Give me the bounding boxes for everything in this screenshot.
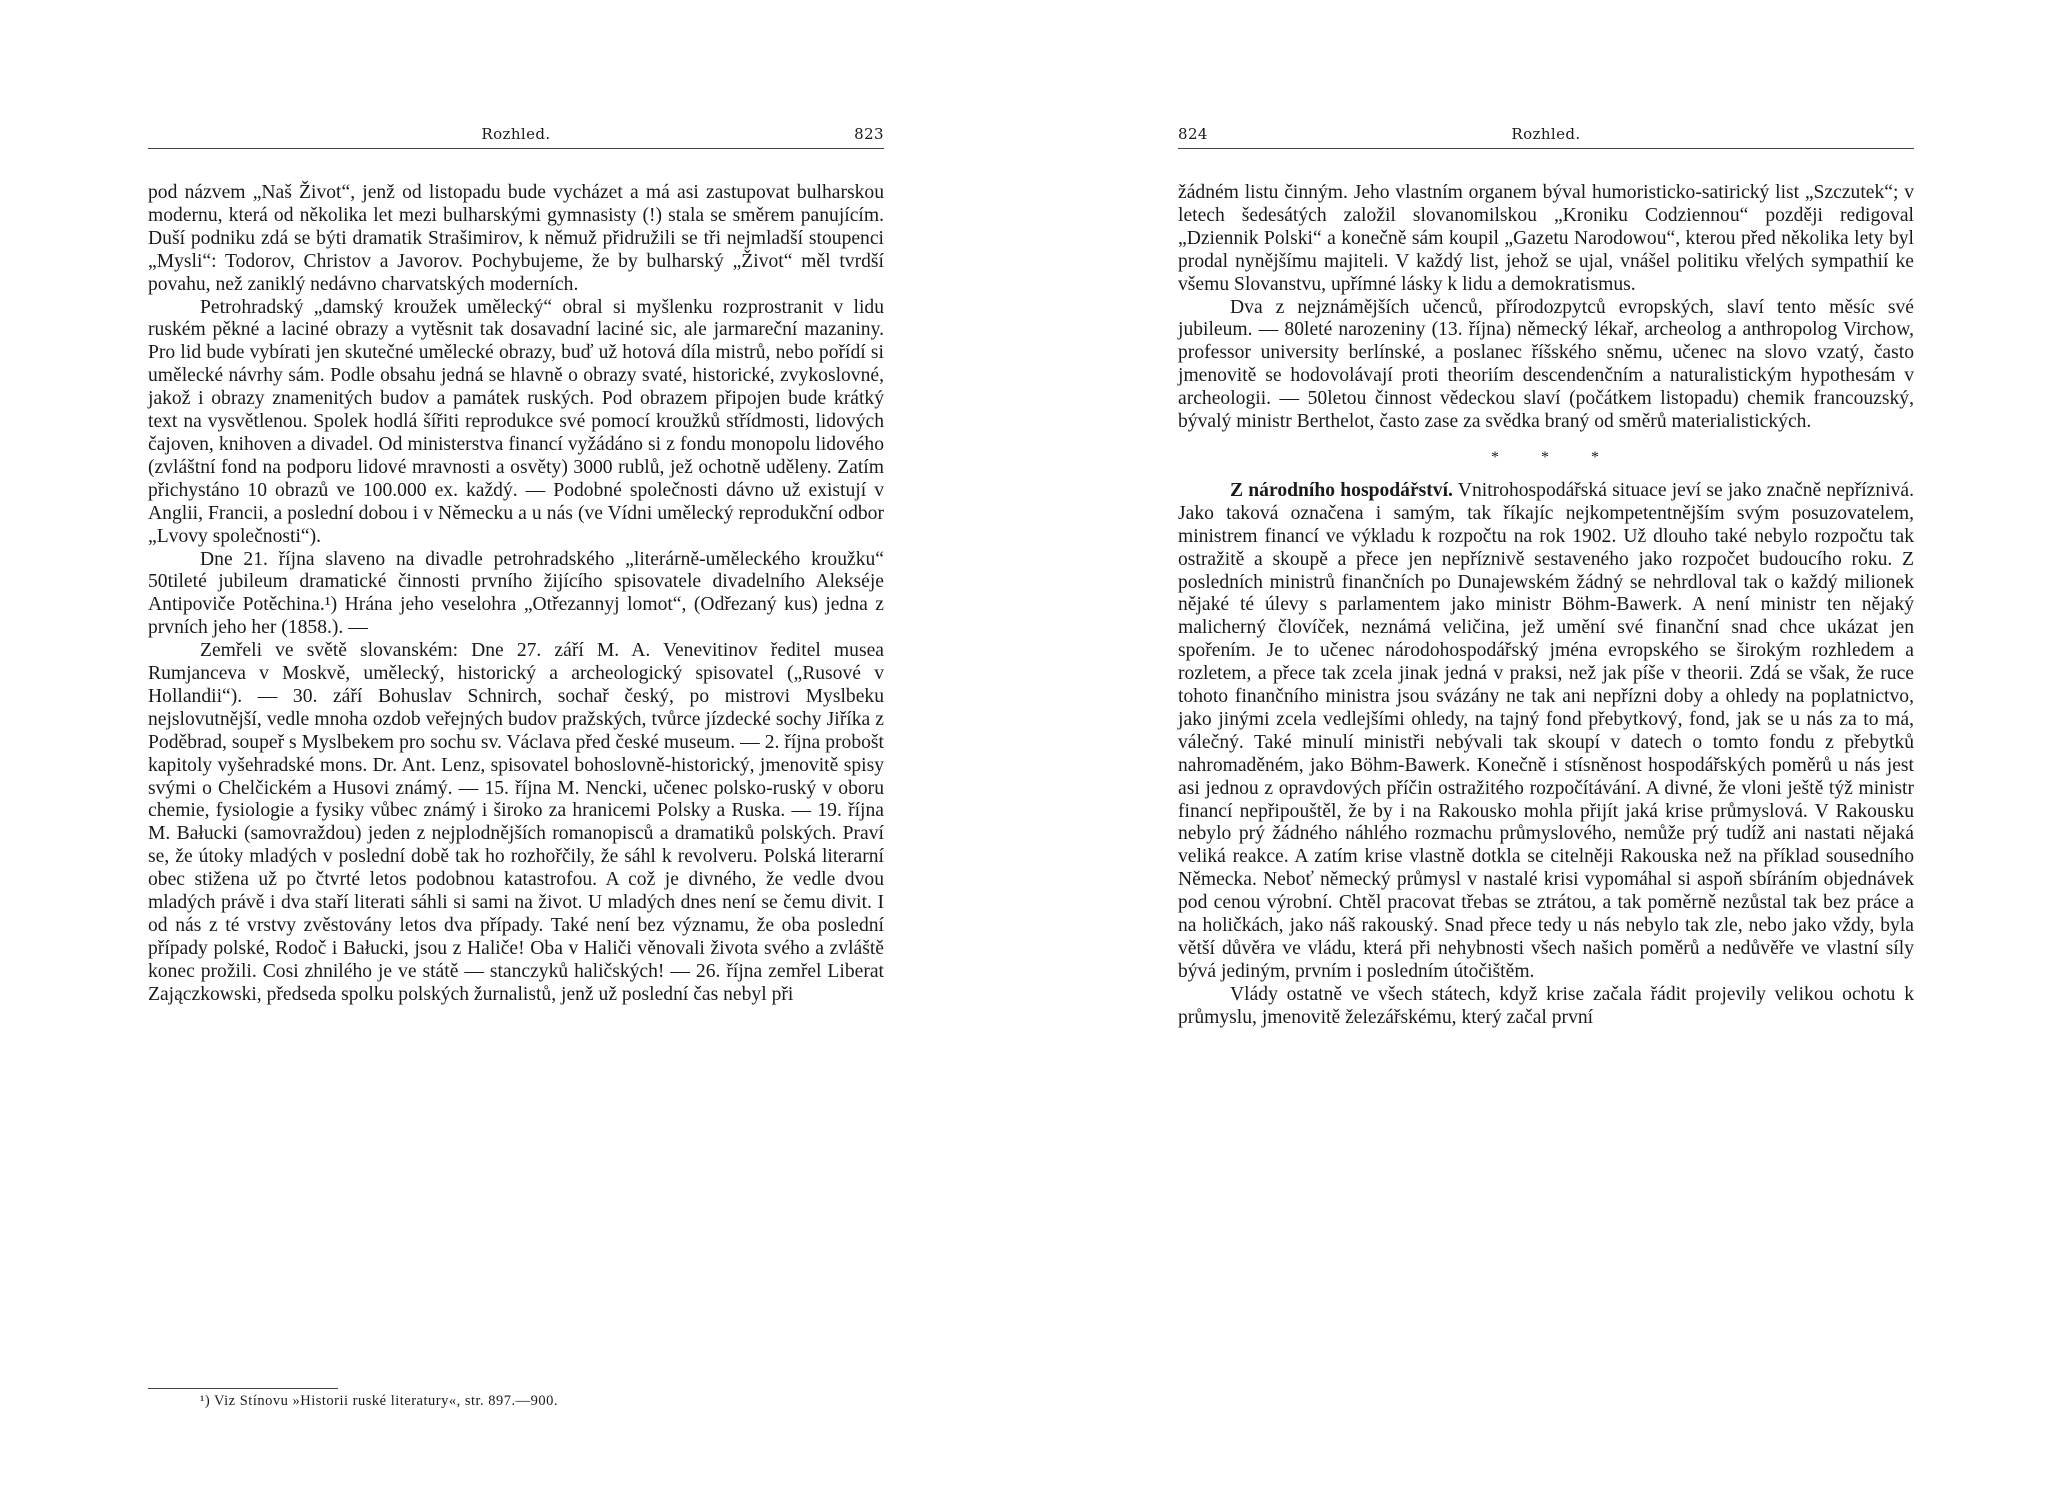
section-heading: Z národního hospodářství. xyxy=(1230,479,1453,501)
running-title: Rozhled. xyxy=(1511,125,1581,143)
left-page xyxy=(148,0,884,1500)
right-page-body xyxy=(1178,182,1914,1030)
running-title: Rozhled. xyxy=(481,125,551,143)
page-number: 823 xyxy=(854,125,884,143)
paragraph-text: Vnitrohospodářská situace jeví se jako značně nepříznivá. Jako taková označena i samým, tak říkajíc nejkompetentnějším svým posuzovatelem, ministrem financí ve výkladu k rozpočtu na rok 1902. Už dlouho také nebylo rozpočtu tak ostražitě a skoupě a přece jen nepříznivě sestaveného jako rozpočet budoucího roku. Z posledních ministrů finančních po Dunajewském žádný se nehrdloval tak o každý milionek nějaké té úlevy s parlamentem jako ministr Böhm-Bawerk. A není ministr ten nějaký malicherný človíček, neznámá veličina, jež umění své finanční snad chce ukázat jen spořením. Je to učenec národohospodářský jména evropského se širokým rozhledem a rozletem, a přece tak zcela jinak jedná v praksi, než jak píše v theorii. Zdá se však, že ruce tohoto finančního ministra jsou svázány ne tak ani nepřízni doby a ohledy na poplatnictvo, jako jinými zcela vedlejšími ohledy, na tajný fond přebytkový, fond, jak se u nás za to má, válečný. Také minulí ministři nebývali tak skoupí v datech o tomto fondu z přebytků nahromaděném, jako Böhm-Bawerk. Konečně i stísněnost hospodářských poměrů u nás jest asi jednou z opravdových příčin ostražitého rozpočítávání. A divné, že vloni ještě týž ministr financí nepřipouštěl, že by i na Rakousko mohla přijít jaká krise průmyslová. V Rakousku nebylo prý žádného náhlého rozmachu průmyslového, nemůže prý tudíž ani nastati nějaká veliká reakce. A zatím krise vlastně dotkla se citelněji Rakouska než na příklad sousedního Německa. Neboť německý průmysl v nastalé krisi vypomáhal si aspoň sbíráním objednávek pod cenou výrobní. Chtěl pracovat třebas se ztrátou, a tak poměrně nezůstal tak bez práce a na holičkách, jako náš rakouský. Snad přece tedy u nás nebylo tak zle, nebo jako vždy, byla větší důvěra ve vládu, která při nehybnosti všech našich poměrů a nedůvěře ve vlastní síly bývá jediným, prvním i posledním útočištěm. xyxy=(1178,479,1914,982)
header-rule xyxy=(148,148,884,149)
paragraph: Petrohradský „damský kroužek umělecký“ obral si myšlenku rozprostranit v lidu ruském pěkné a laciné obrazy a vytěsnit tak dosavadní laciné sic, ale jarmareční mazaniny. Pro lid bude vybírati jen skutečné umělecké obrazy, buď už hotová díla mistrů, nebo pořídí si umělecké návrhy sám. Podle obsahu jedná se hlavně o obrazy svaté, historické, zvykoslovné, jakož i obrazy znamenitých budov a památek ruských. Pod obrazem připojen bude krátký text na vysvětlenou. Spolek hodlá šířiti reprodukce své pomocí kroužků střídmosti, lidových čajoven, knihoven a divadel. Od ministerstva financí vyžádáno si z fondu monopolu lidového (zvláštní fond na podporu lidové mravnosti a osvěty) 3000 rublů, jež ochotně uděleny. Zatím přichystáno 10 obrazů ve 100.000 ex. každý. — Podobné společnosti dávno už existují v Anglii, Francii, a poslední dobou i v Německu a u nás (ve Vídni umělecký reprodukční odbor „Lvovy společnosti“). xyxy=(148,296,884,547)
header-rule xyxy=(1178,148,1914,149)
right-page xyxy=(1178,0,1914,1500)
paragraph: Dne 21. října slaveno na divadle petrohradského „literárně-uměleckého kroužku“ 50tileté jubileum dramatické činnosti prvního žijícího spisovatele divadelního Alekséje Antipoviče Potěchina.¹) Hrána jeho veselohra „Otřezannyj lomot“, (Odřezaný kus) jedna z prvních jeho her (1858.). — xyxy=(148,548,884,639)
paragraph: žádném listu činným. Jeho vlastním organem býval humoristicko-satirický list „Szczutek“; v letech šedesátých založil slovanomilskou „Kroniku Codziennou“ později redigoval „Dziennik Polski“ a konečně sám koupil „Gazetu Narodowou“, kterou před několika lety byl prodal nynějšímu majiteli. V každý list, jehož se ujal, vnášel politiku vřelých sympathií ke všemu Slovanstvu, upřímné lásky k lidu a demokratismus. xyxy=(1178,182,1914,295)
paragraph: Zemřeli ve světě slovanském: Dne 27. září M. A. Venevitinov ředitel musea Rumjanceva v Moskvě, umělecký, historický a archeologický spisovatel („Rusové v Hollandii“). — 30. září Bohuslav Schnirch, sochař český, po mistrovi Myslbeku nejslovutnější, vedle mnoha ozdob veřejných budov pražských, tvůrce jízdecké sochy Jiříka z Poděbrad, soupeř s Myslbekem pro sochu sv. Václava před české museum. — 2. října probošt kapitoly vyšehradské mons. Dr. Ant. Lenz, spisovatel bohoslovně-historický, jmenovitě spisy svými o Chelčickém a Husovi známý. — 15. října M. Nencki, učenec polsko-ruský v oboru chemie, fysiologie a fysiky vůbec známý i široko za hranicemi Polsky a Ruska. — 19. října M. Bałucki (samovraždou) jeden z nejplodnějších romanopisců a dramatiků polských. Praví se, že útoky mladých v poslední době tak ho rozhořčily, že sáhl k revolveru. Polská literarní obec stižena už po čtvrté letos podobnou katastrofou. A což je divného, že vedle dvou mladých právě i dva staří literati sáhli si sami na život. U mladých dnes není se čemu divit. I od nás z té vrstvy zvěstovány letos dva případy. Také není bez významu, že oba poslední případy polské, Rodoč i Bałucki, jsou z Haliče! Oba v Haliči věnovali života svého a zvláště konec prožili. Cosi zhnilého je ve státě — stanczyků haličských! — 26. října zemřel Liberat Zajączkowski, předseda spolku polských žurnalistů, jenž už poslední čas nebyl při xyxy=(148,640,884,1005)
footnote-rule xyxy=(148,1388,338,1389)
page-number: 824 xyxy=(1178,125,1208,143)
paragraph: pod názvem „Naš Život“, jenž od listopadu bude vycházet a má asi zastupovat bulharskou modernu, která od několika let mezi bulharskými gymnasisty (!) stala se směrem panujícím. Duší podniku zdá se býti dramatik Strašimirov, k němuž přidružili se tři nejmladší stoupenci „Mysli“: Todorov, Christov a Javorov. Pochybujeme, že by bulharský „Život“ měl tvrdší povahu, než zaniklý nedávno charvatských moderních. xyxy=(148,182,884,295)
section-separator: * * * xyxy=(1491,448,1601,466)
footnote: ¹) Viz Stínovu »Historii ruské literatury«, str. 897.—900. xyxy=(200,1393,559,1409)
paragraph xyxy=(1178,480,1914,984)
left-page-body xyxy=(148,182,884,1007)
paragraph: Dva z nejznámějších učenců, přírodozpytců evropských, slaví tento měsíc své jubileum. — 80leté narozeniny (13. října) německý lékař, archeolog a anthropolog Virchow, professor university berlínské, a poslanec říšského sněmu, učenec na slovo vzatý, často jmenovitě se hodovolávají proti theoriím descendenčním a naturalistickým hypothesám v archeologii. — 50letou činnost vědeckou slaví (počátkem listopadu) chemik francouzský, bývalý ministr Berthelot, často zase za svědka braný od směrů materialistických. xyxy=(1178,296,1914,433)
paragraph: Vlády ostatně ve všech státech, když krise začala řádit projevily velikou ochotu k průmyslu, jmenovitě železářskému, který začal první xyxy=(1178,983,1914,1028)
